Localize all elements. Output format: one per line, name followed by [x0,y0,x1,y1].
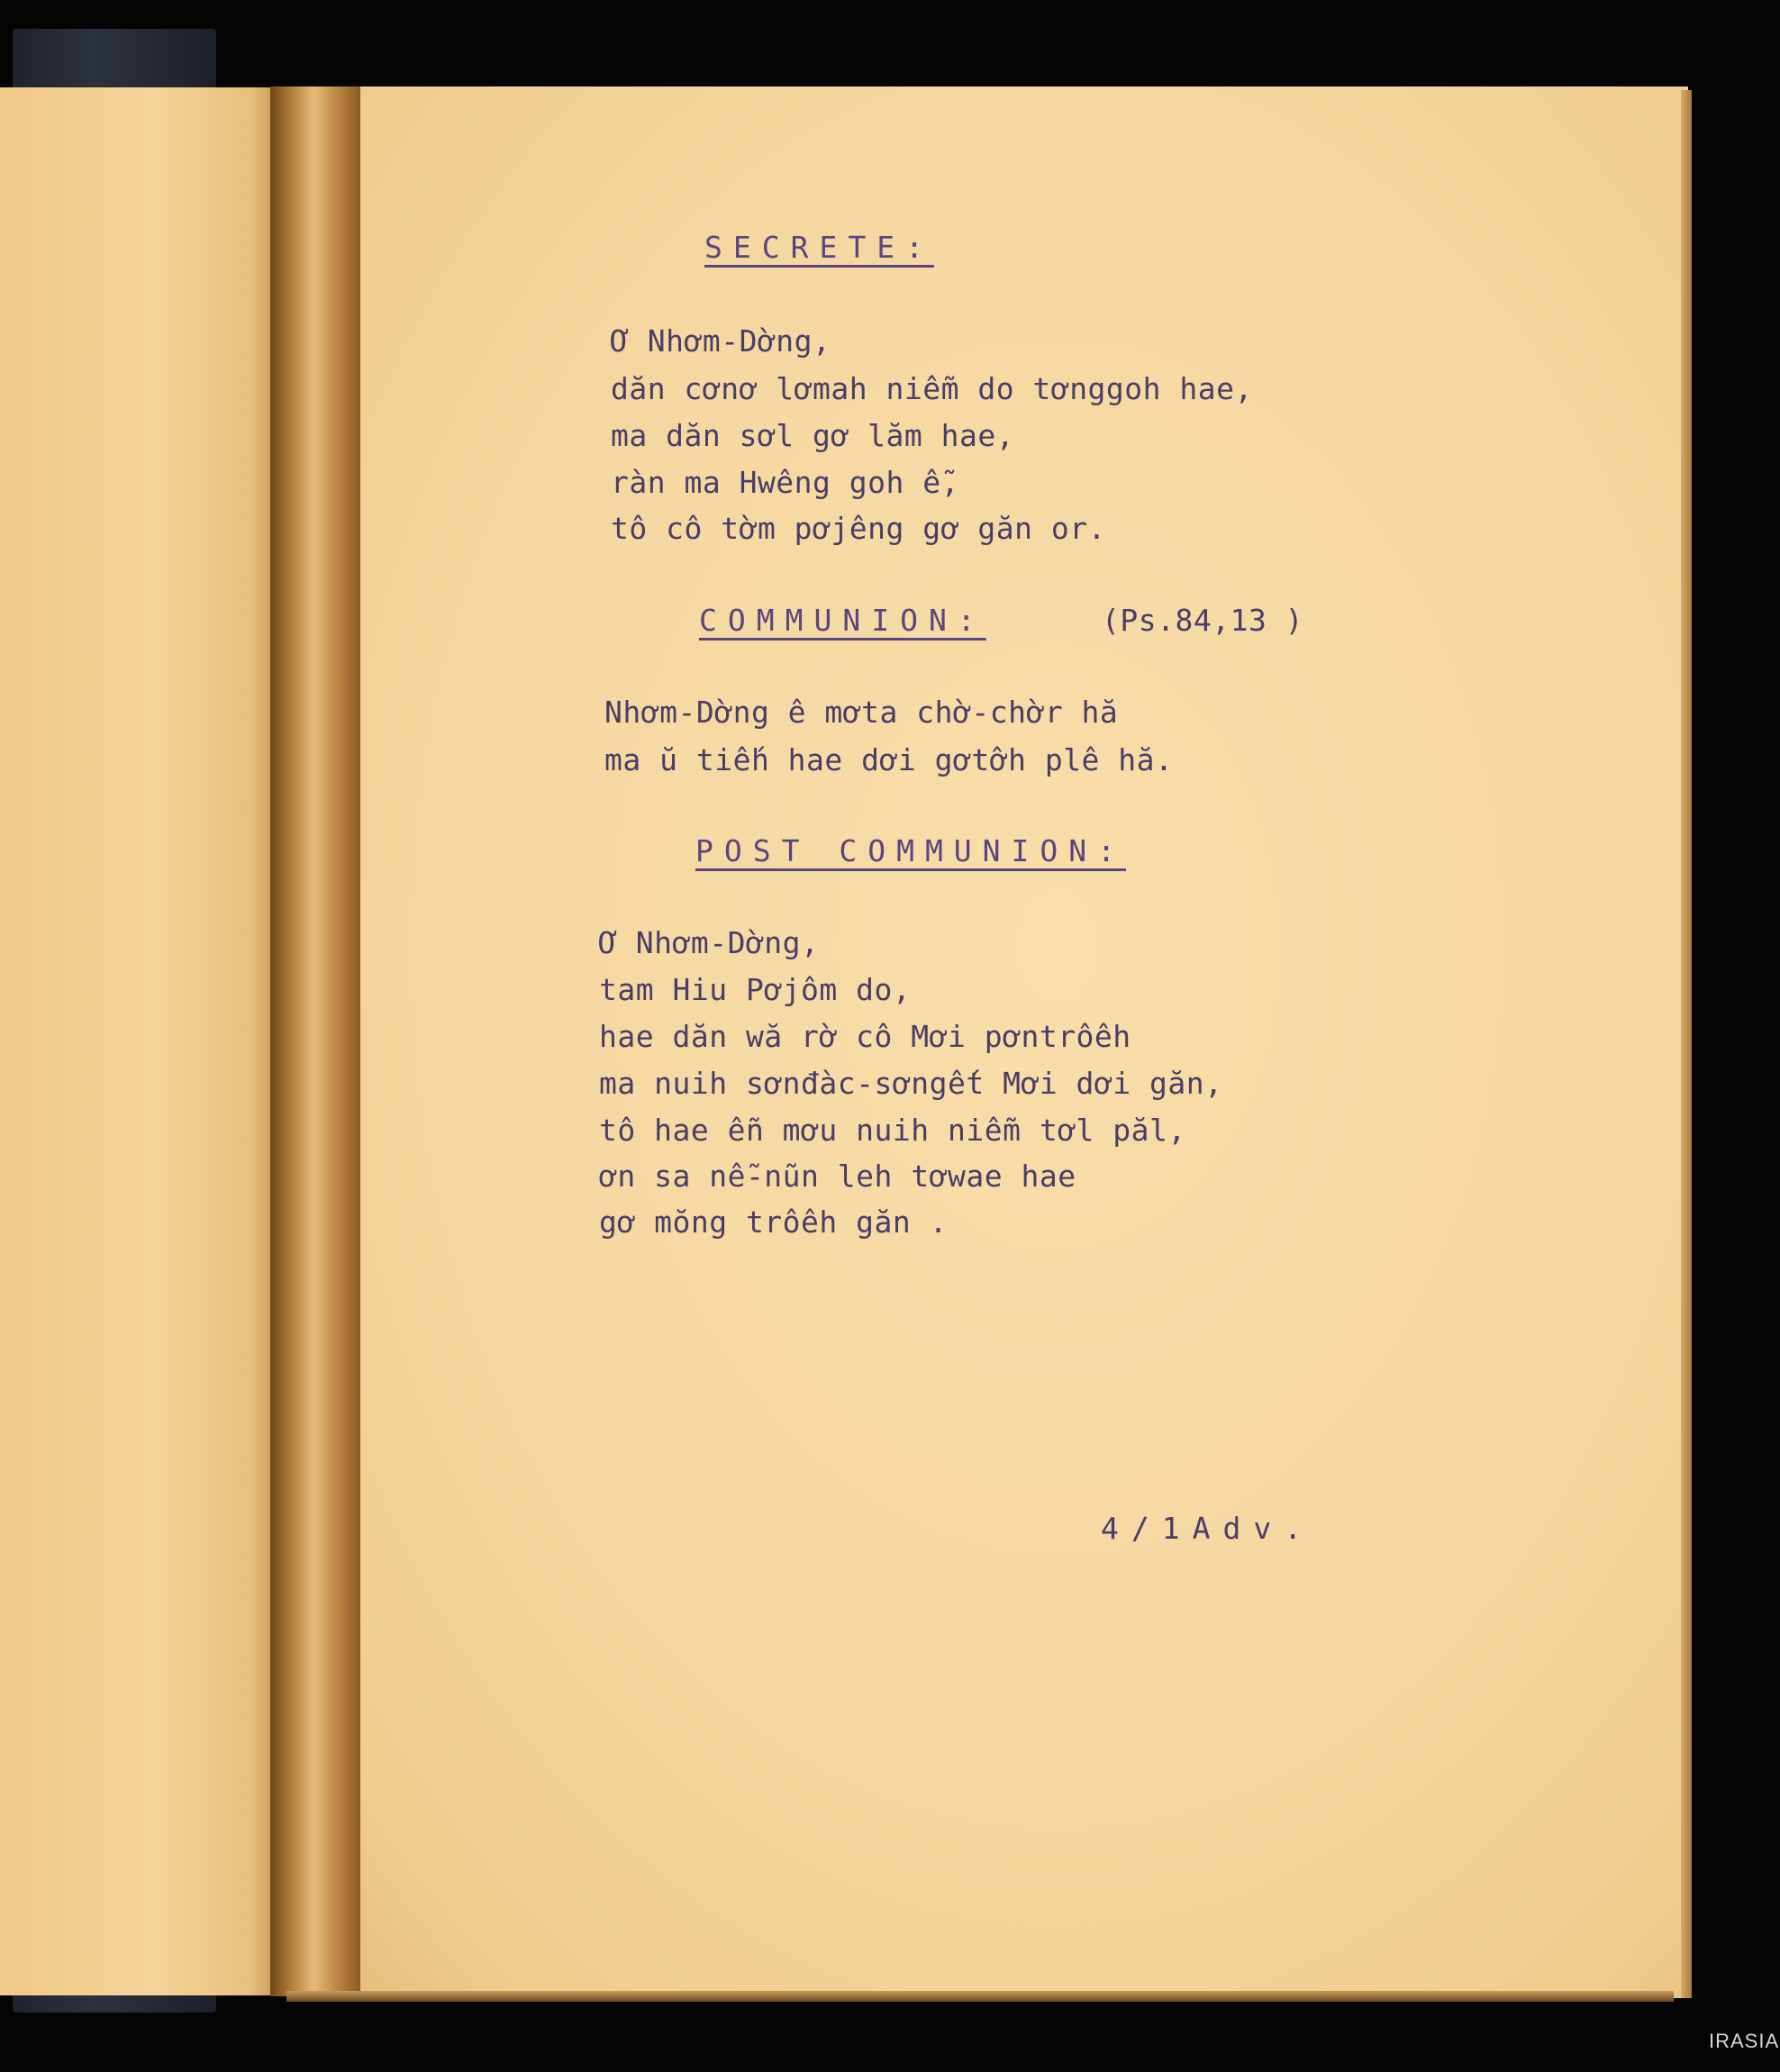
page-number: 4/1Adv. [1101,1511,1315,1546]
secrete-line: dăn cơnơ lơmah niễm do tơnggoh hae, [611,371,1253,406]
page-bottom-edge [286,1991,1674,2002]
secrete-heading: SECRETE: [704,230,934,265]
left-page [0,87,285,1995]
communion-line: Nhơm-Dờng ê mơta chờ-chờr hă [604,695,1119,730]
post-communion-line: Ơ Nhơm-Dờng, [599,925,820,960]
communion-reference: (Ps.84,13 ) [1102,603,1304,638]
post-communion-line: tam Hiu Pơjôm do, [599,972,912,1007]
secrete-line: ràn ma Hwêng goh ễ, [611,465,959,500]
communion-line: ma ŭ tiếh hae dơi gơtơ̂h plê hă. [604,742,1174,777]
watermark: IRASIA [1709,2030,1780,2052]
secrete-line: Ơ Nhơm-Dờng, [611,323,831,359]
secrete-line: ma dăn sơl gơ lăm hae, [611,418,1015,453]
page-gutter [270,86,360,1996]
secrete-line: tô cô tờm pơjêng gơ găn or. [611,511,1106,546]
post-communion-line: gơ mŏng trôêh găn . [599,1204,948,1240]
page-edge [1681,90,1692,1998]
post-communion-line: ơn sa nễ-nũn leh tơwae hae [599,1159,1076,1194]
post-communion-heading: POST COMMUNION: [695,833,1127,868]
communion-heading: COMMUNION: [699,603,986,638]
post-communion-line: hae dăn wă rờ cô Mơi pơntrôêh [599,1019,1131,1054]
post-communion-line: ma nuih sơnđàc-sơngết Mơi dơi găn, [599,1066,1223,1101]
post-communion-line: tô hae ễn mơu nuih niễm tơl păl, [599,1113,1186,1148]
